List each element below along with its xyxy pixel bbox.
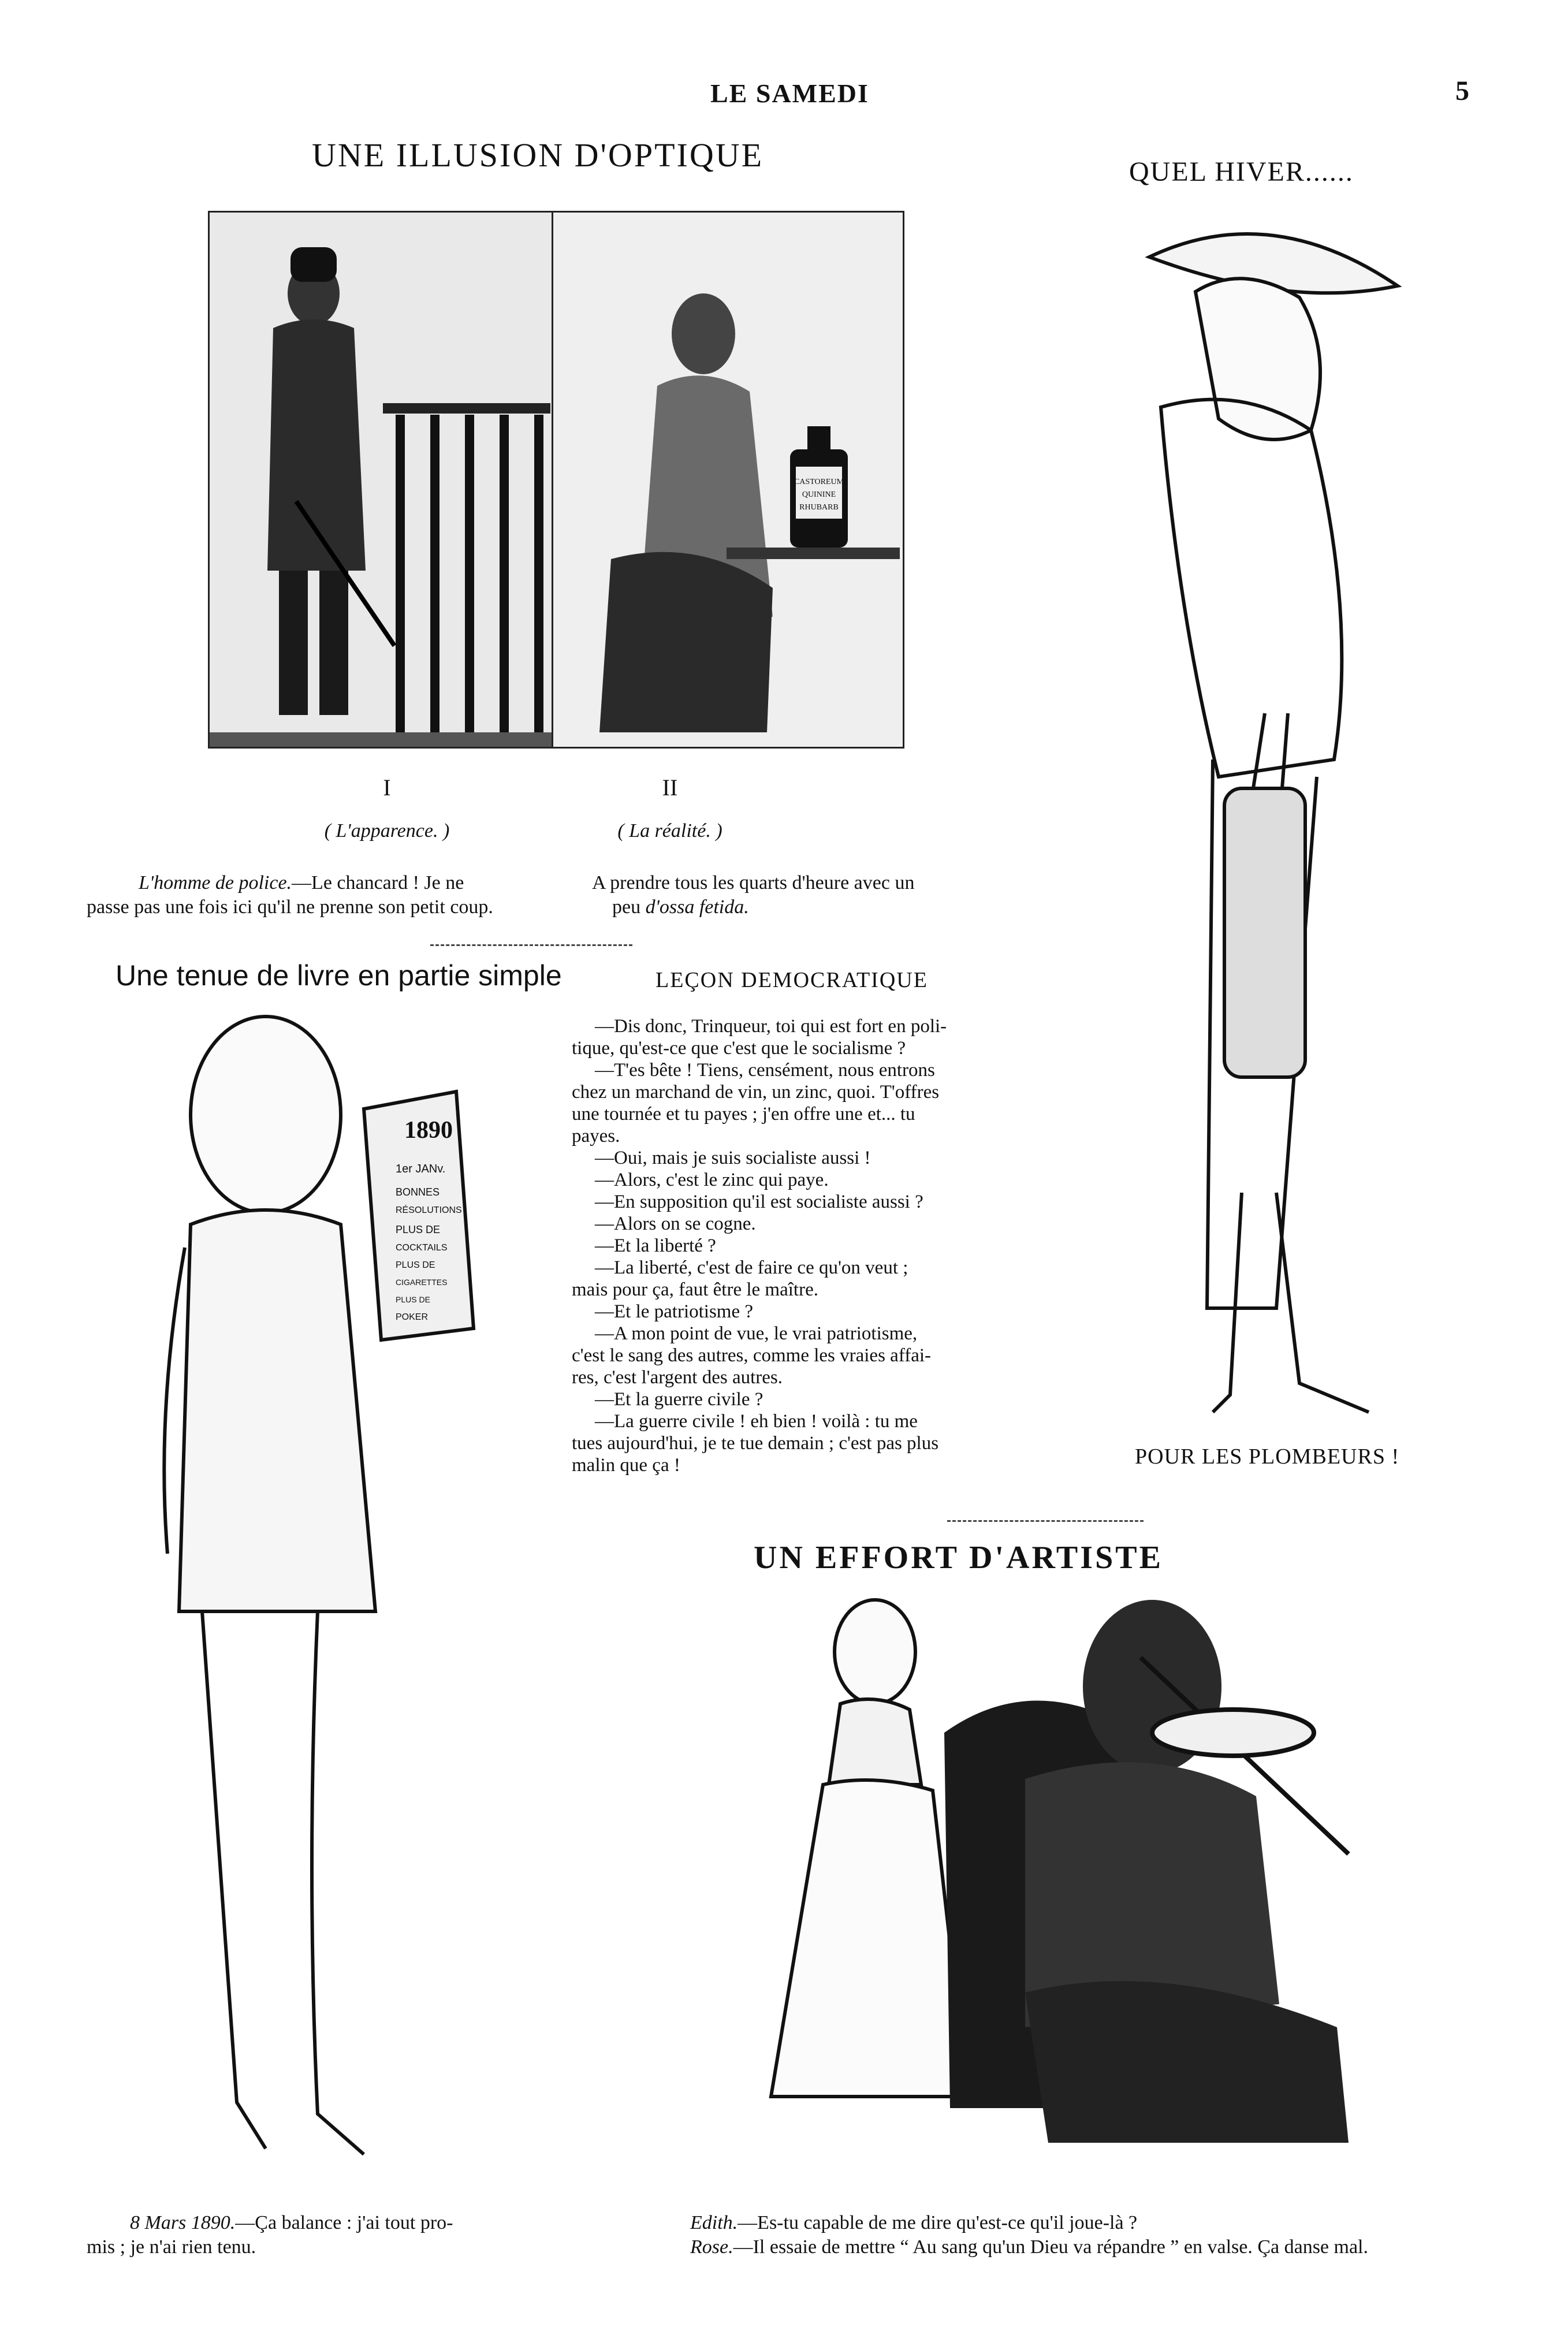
illusion-panel-policeman <box>208 211 561 749</box>
artiste-edith-body: —Es-tu capable de me dire qu'est-ce qu'il joue-là ? <box>738 2212 1138 2233</box>
lecon-line: —A mon point de vue, le vrai patriotisme, <box>595 1323 918 1344</box>
svg-text:COCKTAILS: COCKTAILS <box>396 1243 448 1253</box>
livre-caption-date: 8 Mars 1890. <box>130 2212 236 2233</box>
illusion-speaker: L'homme de police. <box>139 872 292 893</box>
lecon-line: —La guerre civile ! eh bien ! voilà : tu me <box>595 1411 918 1432</box>
lecon-line: une tournée et tu payes ; j'en offre une et... tu <box>572 1104 915 1125</box>
masthead: LE SAMEDI <box>710 79 869 108</box>
svg-text:CIGARETTES: CIGARETTES <box>396 1278 448 1287</box>
svg-text:RHUBARB: RHUBARB <box>799 503 839 512</box>
lecon-line: c'est le sang des autres, comme les vraies affai- <box>572 1345 932 1366</box>
hiver-title: QUEL HIVER...... <box>1129 157 1354 187</box>
illusion-title: UNE ILLUSION D'OPTIQUE <box>312 136 764 174</box>
svg-text:PLUS DE: PLUS DE <box>396 1295 430 1304</box>
illusion-panel-woman <box>552 211 904 749</box>
artiste-illustration-violinist <box>702 1588 1481 2189</box>
lecon-line: —Et la guerre civile ? <box>595 1389 763 1410</box>
svg-text:BONNES: BONNES <box>396 1186 440 1198</box>
illusion-divider <box>430 944 632 946</box>
panel2-caption: ( La réalité. ) <box>617 820 722 842</box>
lecon-line: chez un marchand de vin, un zinc, quoi. T'offres <box>572 1082 940 1103</box>
illusion-text2-prefix: peu <box>612 896 646 918</box>
illusion-text2-line2 <box>612 896 749 918</box>
lecon-title: LEÇON DEMOCRATIQUE <box>655 968 928 992</box>
artiste-rose-speaker: Rose. <box>690 2236 733 2258</box>
svg-text:CASTOREUM: CASTOREUM <box>794 478 844 486</box>
svg-text:1890: 1890 <box>404 1117 453 1144</box>
page-number: 5 <box>1455 76 1469 106</box>
artiste-edith-speaker: Edith. <box>690 2212 738 2233</box>
lecon-line: —Et le patriotisme ? <box>595 1301 754 1322</box>
illusion-text1-body: —Le chancard ! Je ne <box>292 872 464 893</box>
lecon-line: tues aujourd'hui, je te tue demain ; c'est pas plus <box>572 1433 939 1454</box>
svg-text:POKER: POKER <box>396 1312 429 1322</box>
lecon-line: —Et la liberté ? <box>595 1235 716 1256</box>
lecon-line: —Alors on se cogne. <box>595 1213 756 1234</box>
lecon-divider <box>947 1520 1144 1522</box>
illusion-text2-line1: A prendre tous les quarts d'heure avec un <box>592 872 915 893</box>
svg-text:RÉSOLUTIONS: RÉSOLUTIONS <box>396 1205 462 1215</box>
livre-caption-line1 <box>130 2212 453 2234</box>
livre-caption-line2: mis ; je n'ai rien tenu. <box>87 2236 256 2258</box>
lecon-line: mais pour ça, faut être le maître. <box>572 1279 818 1300</box>
lecon-line: —Dis donc, Trinqueur, toi qui est fort en poli- <box>595 1016 947 1037</box>
svg-text:1er JANv.: 1er JANv. <box>396 1163 446 1175</box>
livre-caption-body: —Ça balance : j'ai tout pro- <box>235 2212 453 2233</box>
lecon-line: —En supposition qu'il est socialiste aussi ? <box>595 1192 923 1212</box>
panel1-caption: ( L'apparence. ) <box>324 820 450 842</box>
artiste-title: UN EFFORT D'ARTISTE <box>754 1540 1163 1576</box>
lecon-line: —Alors, c'est le zinc qui paye. <box>595 1170 829 1190</box>
hiver-illustration-plumber <box>1126 211 1427 1435</box>
illusion-text1-line1 <box>139 872 464 894</box>
panel2-numeral: II <box>662 775 678 801</box>
hiver-caption: POUR LES PLOMBEURS ! <box>1135 1444 1400 1469</box>
svg-text:PLUS DE: PLUS DE <box>396 1224 441 1235</box>
lecon-line: tique, qu'est-ce que c'est que le socialisme ? <box>572 1038 906 1059</box>
illusion-text1-line2: passe pas une fois ici qu'il ne prenne son petit coup. <box>87 896 493 918</box>
artiste-edith-line <box>690 2212 1137 2234</box>
lecon-line: —Oui, mais je suis socialiste aussi ! <box>595 1148 871 1168</box>
lecon-line: —T'es bête ! Tiens, censément, nous entrons <box>595 1060 935 1081</box>
lecon-line: payes. <box>572 1126 620 1146</box>
svg-text:QUININE: QUININE <box>802 490 836 499</box>
livre-title: Une tenue de livre en partie simple <box>116 959 562 992</box>
lecon-dialogue <box>572 1015 1034 1524</box>
artiste-rose-line <box>690 2236 1368 2258</box>
lecon-line: —La liberté, c'est de faire ce qu'on veut ; <box>595 1257 908 1278</box>
illusion-text2-italic: d'ossa fetida. <box>645 896 749 918</box>
lecon-line: malin que ça ! <box>572 1455 680 1476</box>
livre-illustration-man-with-book <box>133 1005 479 2172</box>
lecon-line: res, c'est l'argent des autres. <box>572 1367 783 1388</box>
artiste-rose-body: —Il essaie de mettre “ Au sang qu'un Dieu va répandre ” en valse. Ça danse mal. <box>733 2236 1368 2258</box>
panel1-numeral: I <box>383 775 391 801</box>
svg-text:PLUS DE: PLUS DE <box>396 1260 435 1270</box>
